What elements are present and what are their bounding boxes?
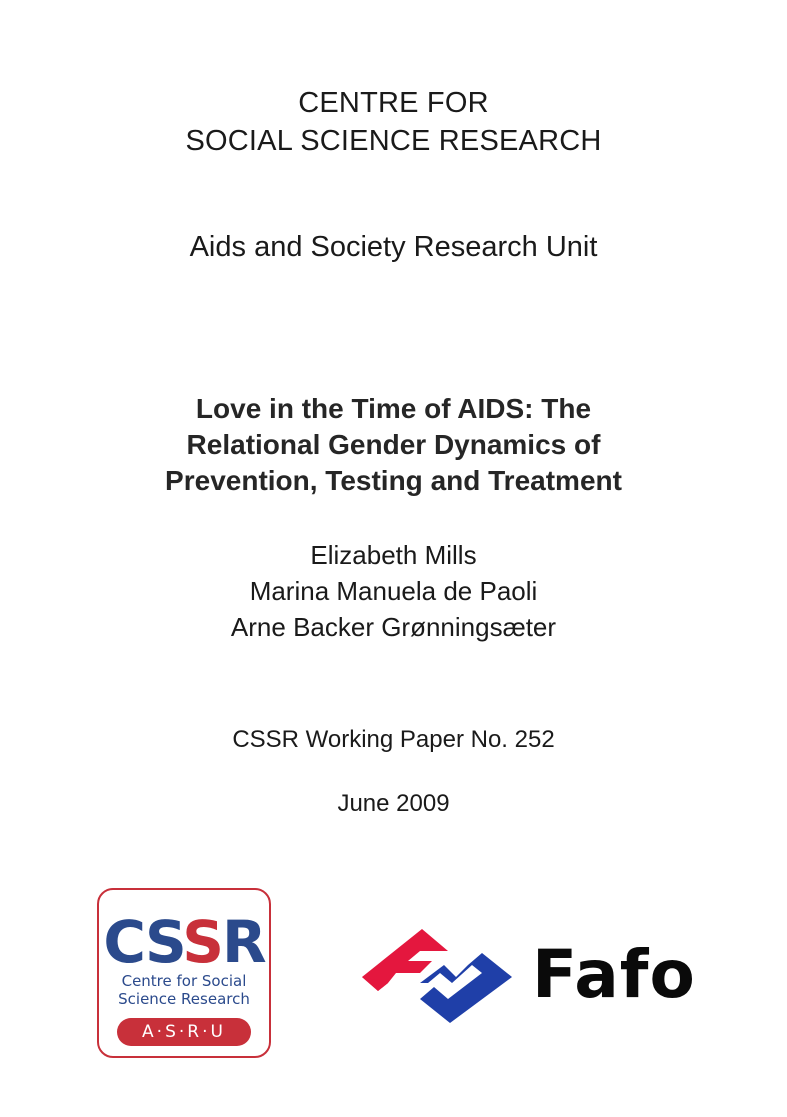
author-3: Arne Backer Grønningsæter [230,612,557,642]
cssr-subtitle-line-1: Centre for Social [121,972,247,990]
author-1: Elizabeth Mills [310,540,477,570]
org-name-line-2: SOCIAL SCIENCE RESEARCH [185,125,602,157]
paper-title-line-2: Relational Gender Dynamics of [186,429,601,460]
asru-badge: A·S·R·U [117,1018,251,1046]
fafo-logo [360,925,705,1025]
paper-title-line-3: Prevention, Testing and Treatment [165,465,622,496]
svg-text:CSSR: CSSR [103,908,265,976]
author-2: Marina Manuela de Paoli [249,576,538,606]
research-unit: Aids and Society Research Unit [189,231,598,263]
cssr-subtitle-line-2: Science Research [118,990,250,1008]
publication-date: June 2009 [337,790,450,817]
fafo-wordmark: Fafo [532,936,696,1013]
fafo-mark-icon [360,925,530,1025]
org-name-line-1: CENTRE FOR [298,87,489,119]
working-paper-number: CSSR Working Paper No. 252 [232,726,555,753]
cssr-logo [97,888,271,1058]
paper-title-line-1: Love in the Time of AIDS: The [195,393,592,424]
